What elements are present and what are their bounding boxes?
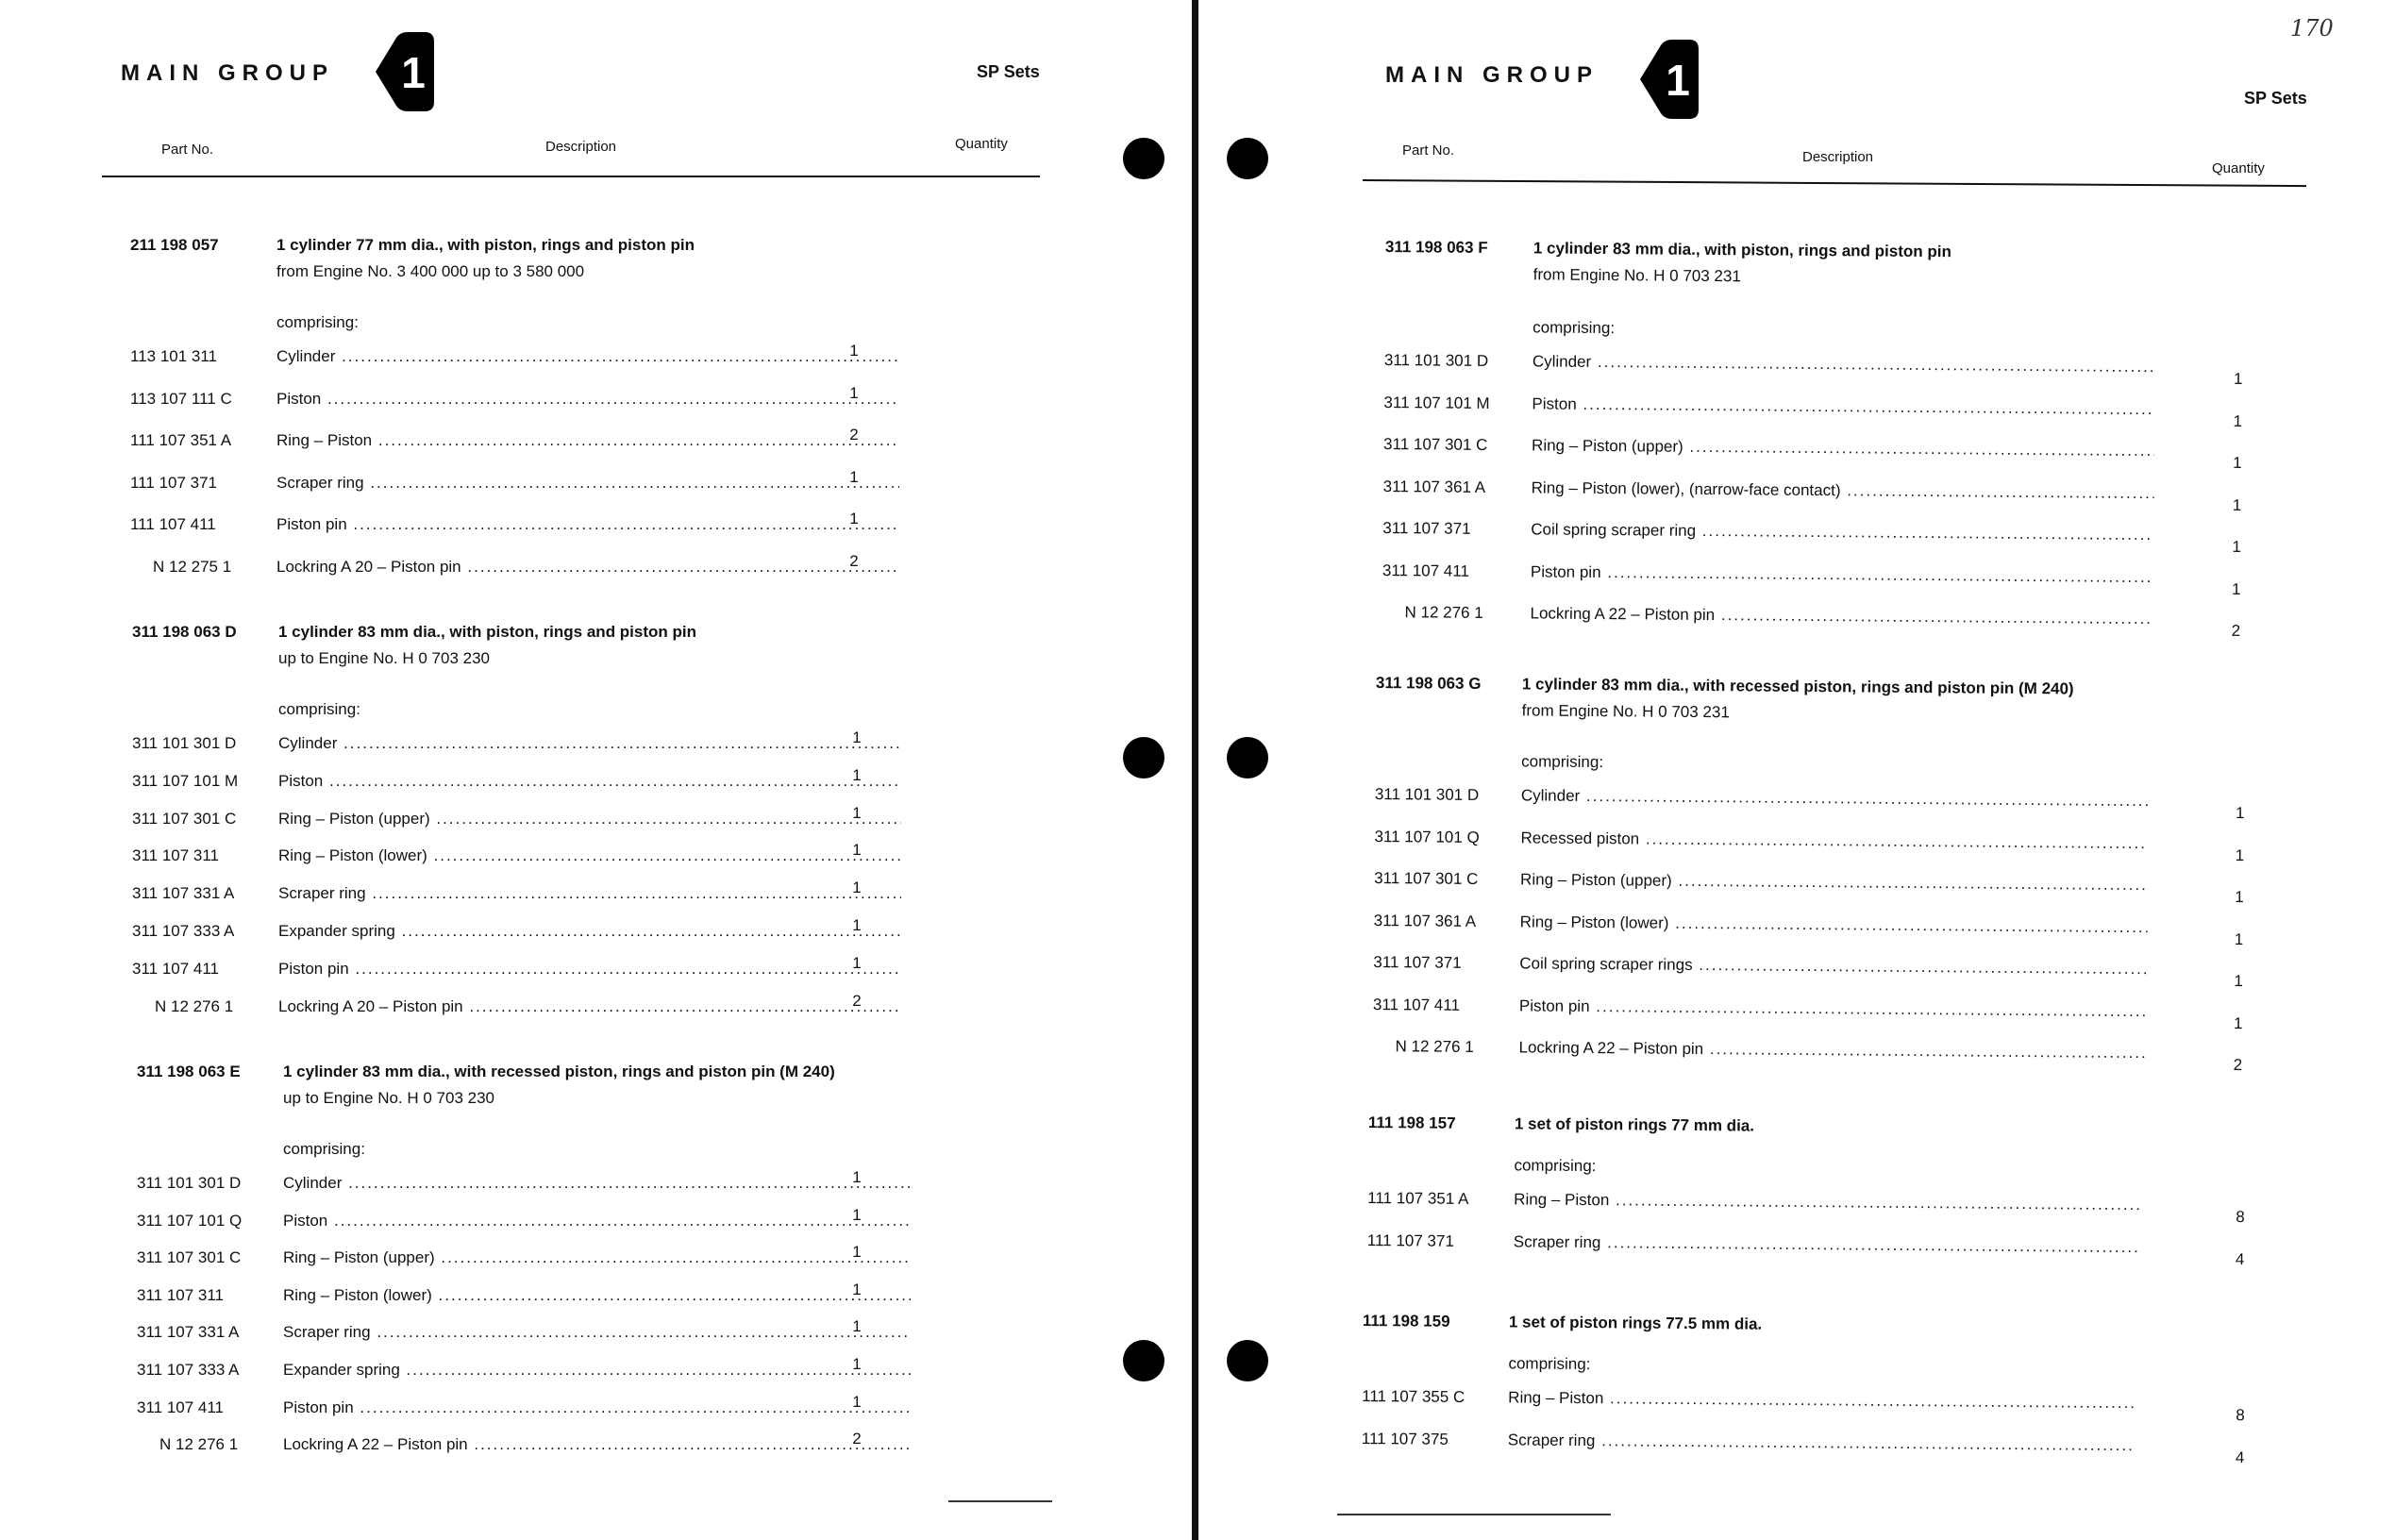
row-quantity: 1 (2233, 453, 2242, 472)
part-row (1382, 603, 2241, 647)
row-quantity: 1 (852, 841, 862, 860)
group-header (1367, 1113, 1755, 1153)
row-quantity: 2 (849, 426, 859, 444)
row-description: Expander spring ..... (278, 922, 901, 941)
row-part-number: N 12 276 1 (159, 1435, 239, 1454)
row-description: Scraper ring ..... (276, 474, 899, 493)
row-part-number: 311 107 311 (137, 1285, 225, 1304)
row-quantity: 1 (852, 1280, 862, 1298)
row-part-number: N 12 276 1 (155, 996, 234, 1015)
row-part-number: 311 107 371 (1373, 952, 1462, 972)
row-part-number: 111 107 351 A (130, 431, 232, 449)
group-header (130, 236, 695, 310)
row-description: Recessed piston ..... (1520, 829, 2148, 853)
group-header (132, 623, 697, 696)
row-quantity: 1 (2235, 887, 2244, 907)
part-row (1382, 561, 2241, 605)
part-row (1382, 477, 2242, 521)
part-row (130, 510, 859, 558)
row-description: Ring – Piston ..... (1508, 1388, 2135, 1413)
part-row (1383, 393, 2243, 437)
row-description: Ring – Piston ..... (1514, 1190, 2141, 1214)
group-subtitle: up to Engine No. H 0 703 230 (278, 649, 490, 667)
right-page (1200, 0, 2395, 1540)
part-row (137, 1243, 862, 1286)
part-row (1372, 1037, 2243, 1081)
page-number: 170 (2290, 15, 2334, 42)
main-group-title: MAIN GROUP (121, 60, 334, 86)
part-group (132, 623, 862, 1034)
row-description: Ring – Piston (lower) ..... (278, 846, 901, 865)
row-description: Piston pin ..... (1531, 562, 2153, 587)
row-description: Cylinder ..... (1521, 786, 2149, 811)
row-description: Ring – Piston (upper) ..... (1520, 870, 2148, 895)
part-row (137, 1205, 862, 1249)
part-row (132, 991, 862, 1035)
row-description: Piston ..... (1532, 394, 2154, 419)
row-quantity: 1 (2233, 1013, 2243, 1032)
row-quantity: 8 (2236, 1406, 2245, 1425)
row-part-number: N 12 275 1 (153, 557, 232, 576)
row-description: Expander spring ..... (283, 1361, 911, 1380)
row-part-number: 311 101 301 D (1383, 350, 1489, 370)
row-description: Piston ..... (276, 390, 899, 409)
row-description: Lockring A 22 – Piston pin ..... (1530, 604, 2152, 628)
row-part-number: 111 107 411 (130, 515, 216, 533)
row-part-number: 311 107 361 A (1373, 911, 1477, 930)
row-quantity: 1 (852, 879, 862, 897)
part-row (132, 953, 862, 997)
comprising-label: comprising: (278, 700, 360, 718)
row-quantity: 2 (2231, 621, 2241, 640)
group-part-number: 111 198 159 (1362, 1312, 1450, 1331)
header-rule (102, 176, 1040, 177)
part-row (1367, 1188, 2245, 1233)
part-row (137, 1430, 862, 1473)
row-part-number: 311 101 301 D (132, 734, 237, 752)
row-part-number: 311 107 311 (132, 846, 220, 865)
row-part-number: 311 107 331 A (132, 884, 235, 903)
row-quantity: 2 (2233, 1055, 2243, 1075)
row-quantity: 1 (2232, 495, 2242, 514)
part-row (137, 1168, 862, 1212)
column-header-quantity: Quantity (2212, 160, 2265, 176)
row-quantity: 1 (852, 1205, 862, 1224)
part-group (130, 236, 859, 599)
row-description: Ring – Piston (lower) ..... (283, 1286, 911, 1305)
comprising-label: comprising: (1532, 318, 1616, 338)
left-page (0, 0, 1194, 1540)
part-row (1361, 1429, 2245, 1473)
row-description: Piston ..... (283, 1212, 911, 1230)
row-part-number: 311 107 331 A (137, 1323, 240, 1342)
column-header-part: Part No. (1402, 142, 1455, 159)
row-quantity: 2 (852, 991, 862, 1010)
part-row (1374, 827, 2245, 871)
row-part-number: 111 107 351 A (1367, 1188, 1469, 1208)
row-quantity: 1 (2232, 537, 2241, 556)
group-header (1375, 674, 2074, 749)
row-part-number: N 12 276 1 (1395, 1037, 1474, 1056)
group-number-badge (1640, 40, 1699, 119)
row-part-number: 311 107 333 A (137, 1360, 240, 1379)
row-description: Ring – Piston (lower), (narrow-face contact) ..... (1532, 478, 2154, 503)
part-row (137, 1317, 862, 1361)
footer-rule (948, 1500, 1052, 1502)
row-part-number: 311 107 361 A (1382, 477, 1486, 496)
part-row (132, 915, 862, 960)
group-number: 1 (401, 48, 426, 97)
comprising-label: comprising: (1521, 752, 1604, 772)
footer-rule (1337, 1514, 1611, 1515)
comprising-label: comprising: (1508, 1354, 1591, 1374)
row-quantity: 1 (852, 1168, 862, 1186)
row-quantity: 1 (849, 510, 859, 527)
column-header-quantity: Quantity (955, 136, 1008, 152)
row-quantity: 1 (849, 342, 859, 360)
group-badge-icon (376, 32, 434, 111)
row-quantity: 1 (2231, 579, 2241, 598)
group-number: 1 (1666, 56, 1690, 105)
row-description: Piston pin ..... (278, 960, 901, 979)
row-part-number: 111 107 371 (1366, 1230, 1454, 1250)
row-quantity: 2 (852, 1430, 862, 1448)
part-row (1383, 434, 2242, 479)
row-part-number: 311 107 371 (1382, 518, 1471, 538)
row-part-number: 311 107 301 C (132, 809, 237, 828)
row-quantity: 1 (852, 1243, 862, 1262)
group-subtitle: from Engine No. H 0 703 231 (1521, 701, 1730, 722)
group-part-number: 311 198 063 G (1375, 674, 1482, 693)
main-group-title: MAIN GROUP (1385, 62, 1599, 88)
row-description: Cylinder ..... (1532, 352, 2155, 377)
part-row (1372, 995, 2243, 1039)
row-description: Ring – Piston (lower) ..... (1520, 912, 2148, 937)
part-row (130, 467, 859, 516)
row-part-number: 311 101 301 D (137, 1174, 242, 1192)
section-label: SP Sets (977, 62, 1040, 81)
row-part-number: 311 107 101 M (132, 771, 239, 790)
row-description: Coil spring scraper rings ..... (1519, 954, 2147, 979)
comprising-label: comprising: (1514, 1156, 1597, 1176)
part-row (132, 803, 862, 847)
part-row (132, 765, 862, 810)
row-quantity: 4 (2235, 1249, 2245, 1268)
row-part-number: 311 107 301 C (1383, 434, 1488, 454)
row-part-number: 311 107 411 (1372, 995, 1461, 1014)
row-description: Ring – Piston (upper) ..... (1532, 436, 2154, 460)
group-number-badge (376, 32, 434, 111)
row-quantity: 1 (852, 728, 862, 746)
row-part-number: 311 107 411 (1382, 561, 1470, 580)
row-part-number: 311 107 301 C (137, 1248, 242, 1267)
row-quantity: 4 (2235, 1448, 2245, 1466)
part-row (130, 551, 859, 600)
row-part-number: 111 107 375 (1361, 1429, 1449, 1448)
row-description: Ring – Piston (upper) ..... (278, 810, 901, 829)
row-description: Cylinder ..... (276, 347, 899, 366)
column-header-description: Description (1802, 149, 1874, 165)
part-row (1374, 868, 2244, 913)
row-description: Scraper ring ..... (1508, 1431, 2135, 1455)
row-quantity: 1 (2233, 369, 2243, 388)
row-quantity: 1 (2234, 929, 2244, 948)
row-description: Scraper ring ..... (283, 1323, 911, 1342)
part-row (132, 879, 862, 922)
part-row (1373, 911, 2244, 955)
part-row (130, 383, 859, 432)
part-row (1362, 1386, 2245, 1431)
row-description: Coil spring scraper ring ..... (1531, 520, 2153, 544)
row-description: Piston pin ..... (276, 515, 899, 534)
part-group (1372, 674, 2245, 1081)
column-header-description: Description (545, 139, 617, 155)
part-row (132, 728, 862, 772)
row-quantity: 1 (2235, 803, 2245, 823)
group-header (137, 1063, 835, 1136)
row-quantity: 1 (852, 953, 862, 972)
row-quantity: 8 (2236, 1208, 2245, 1227)
row-quantity: 1 (852, 915, 862, 934)
group-title: 1 cylinder 83 mm dia., with recessed piston, rings and piston pin (M 240) (1521, 675, 2074, 698)
part-group (137, 1063, 862, 1473)
row-description: Scraper ring ..... (278, 884, 901, 903)
row-part-number: 311 107 101 Q (137, 1211, 243, 1230)
row-quantity: 1 (852, 803, 862, 822)
row-part-number: 111 107 355 C (1362, 1386, 1465, 1406)
group-subtitle: from Engine No. H 0 703 231 (1532, 265, 1741, 286)
row-description: Lockring A 20 – Piston pin ..... (278, 997, 901, 1016)
row-part-number: 311 101 301 D (1374, 784, 1480, 804)
group-title: 1 cylinder 83 mm dia., with piston, rings and piston pin (1532, 239, 1951, 261)
row-part-number: 311 107 411 (132, 959, 220, 978)
group-part-number: 311 198 063 D (132, 623, 237, 641)
part-row (130, 426, 859, 474)
row-description: Lockring A 22 – Piston pin ..... (283, 1435, 911, 1454)
part-row (1374, 784, 2245, 829)
row-quantity: 1 (852, 1317, 862, 1336)
group-title: 1 cylinder 83 mm dia., with recessed piston, rings and piston pin (M 240) (283, 1063, 835, 1080)
part-row (130, 342, 859, 390)
group-part-number: 111 198 157 (1367, 1113, 1456, 1132)
row-quantity: 1 (849, 383, 859, 402)
row-part-number: 311 107 301 C (1374, 868, 1479, 888)
row-part-number: 311 107 411 (137, 1398, 225, 1416)
row-quantity: 1 (2235, 845, 2245, 864)
group-part-number: 311 198 063 F (1384, 238, 1488, 257)
part-row (1366, 1230, 2245, 1275)
group-title: 1 cylinder 77 mm dia., with piston, rings and piston pin (276, 236, 695, 254)
row-description: Cylinder ..... (278, 734, 901, 753)
group-subtitle: from Engine No. 3 400 000 up to 3 580 000 (276, 262, 585, 280)
part-row (1373, 952, 2244, 997)
row-description: Piston pin ..... (283, 1398, 911, 1417)
part-group (1361, 1312, 2245, 1473)
row-description: Scraper ring ..... (1514, 1232, 2141, 1257)
part-row (137, 1392, 862, 1436)
row-quantity: 1 (2234, 971, 2244, 991)
row-description: Cylinder ..... (283, 1174, 911, 1193)
part-group (1382, 238, 2243, 647)
part-group (1366, 1113, 2245, 1275)
section-label: SP Sets (2244, 89, 2307, 108)
row-quantity: 1 (2233, 411, 2243, 430)
row-part-number: N 12 276 1 (1404, 603, 1483, 622)
part-row (137, 1280, 862, 1324)
row-quantity: 2 (849, 551, 859, 570)
group-subtitle: up to Engine No. H 0 703 230 (283, 1089, 494, 1107)
row-description: Piston pin ..... (1519, 996, 2147, 1021)
group-title: 1 cylinder 83 mm dia., with piston, rings and piston pin (278, 623, 697, 641)
row-description: Lockring A 20 – Piston pin ..... (276, 558, 899, 577)
row-quantity: 1 (852, 1354, 862, 1373)
group-header (1384, 238, 1951, 315)
row-description: Lockring A 22 – Piston pin ..... (1518, 1038, 2146, 1063)
comprising-label: comprising: (276, 313, 359, 331)
row-part-number: 311 107 101 Q (1374, 827, 1480, 846)
group-header (1362, 1312, 1763, 1351)
group-badge-icon (1640, 40, 1699, 119)
row-description: Piston ..... (278, 772, 901, 791)
row-part-number: 311 107 101 M (1383, 393, 1490, 412)
row-quantity: 1 (849, 467, 859, 486)
column-header-part: Part No. (161, 142, 214, 158)
part-row (1383, 350, 2243, 395)
part-row (137, 1354, 862, 1398)
part-row (1382, 518, 2241, 563)
group-title: 1 set of piston rings 77 mm dia. (1514, 1114, 1755, 1135)
row-part-number: 111 107 371 (130, 473, 218, 492)
comprising-label: comprising: (283, 1140, 365, 1158)
row-description: Ring – Piston (upper) ..... (283, 1248, 911, 1267)
group-part-number: 211 198 057 (130, 236, 219, 254)
header-rule (1363, 179, 2306, 187)
row-part-number: 113 107 111 C (130, 389, 232, 408)
row-quantity: 1 (852, 765, 862, 784)
part-row (132, 841, 862, 884)
group-part-number: 311 198 063 E (137, 1063, 241, 1080)
row-description: Ring – Piston ..... (276, 431, 899, 450)
row-part-number: 113 101 311 (130, 347, 218, 365)
group-title: 1 set of piston rings 77.5 mm dia. (1508, 1313, 1763, 1333)
row-part-number: 311 107 333 A (132, 921, 235, 940)
row-quantity: 1 (852, 1392, 862, 1411)
